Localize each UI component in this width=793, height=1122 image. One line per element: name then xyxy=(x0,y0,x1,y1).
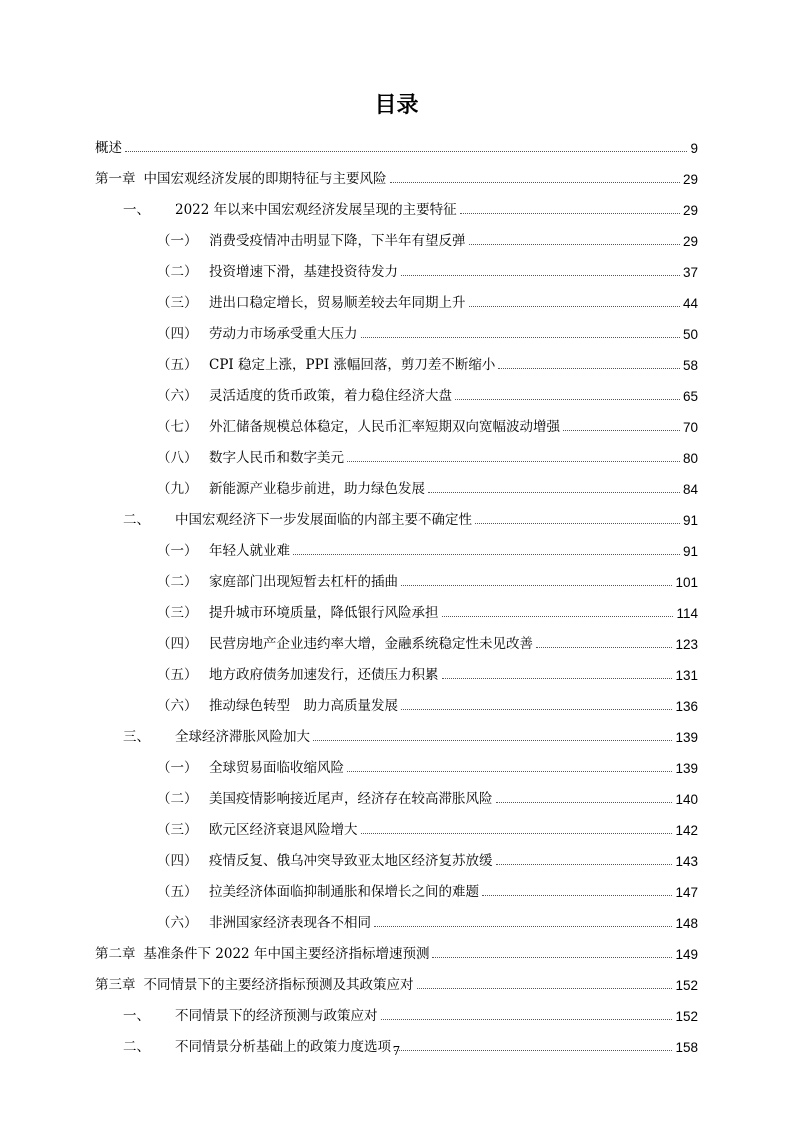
toc-entry[interactable] xyxy=(95,466,698,497)
toc-entry-text: 中国宏观经济发展的即期特征与主要风险 xyxy=(143,171,387,187)
toc-entry[interactable] xyxy=(95,342,698,373)
toc-entry[interactable] xyxy=(95,559,698,590)
toc-entry[interactable] xyxy=(95,621,698,652)
toc-entry-text: 2022 年以来中国宏观经济发展呈现的主要特征 xyxy=(175,202,457,218)
dot-leader xyxy=(563,430,680,431)
toc-entry[interactable] xyxy=(95,590,698,621)
toc-entry-page: 37 xyxy=(682,265,698,280)
toc-entry[interactable] xyxy=(95,962,698,993)
toc-entry-text: 进出口稳定增长，贸易顺差较去年同期上升 xyxy=(209,295,466,311)
toc-entry[interactable] xyxy=(95,993,698,1024)
dot-leader xyxy=(361,337,680,338)
toc-entry-text: 消费受疫情冲击明显下降，下半年有望反弹 xyxy=(209,233,466,249)
toc-entry-text: 不同情景下的经济预测与政策应对 xyxy=(175,1008,378,1024)
dot-leader xyxy=(390,182,680,183)
dot-leader xyxy=(347,771,672,772)
toc-entry-page: 139 xyxy=(675,761,698,776)
dot-leader xyxy=(442,616,674,617)
toc-entry-number: （一） xyxy=(157,543,198,559)
toc-entry-number: （八） xyxy=(157,450,198,466)
toc-entry-text: 新能源产业稳步前进，助力绿色发展 xyxy=(209,481,425,497)
toc-entry-text: 数字人民币和数字美元 xyxy=(209,450,344,466)
toc-entry-text: 灵活适度的货币政策，着力稳住经济大盘 xyxy=(209,388,452,404)
dot-leader xyxy=(381,1019,673,1020)
toc-entry-page: 131 xyxy=(675,668,698,683)
toc-entry-number: （六） xyxy=(157,915,198,931)
toc-entry-page: 143 xyxy=(675,854,698,869)
toc-entry-number: （九） xyxy=(157,481,198,497)
toc-entry-number: 二、 xyxy=(123,512,150,528)
toc-entry-number: （五） xyxy=(157,884,198,900)
dot-leader xyxy=(482,895,672,896)
toc-entry-text: 提升城市环境质量，降低银行风险承担 xyxy=(209,605,439,621)
toc-entry[interactable] xyxy=(95,435,698,466)
toc-entry[interactable] xyxy=(95,280,698,311)
dot-leader xyxy=(313,740,672,741)
toc-entry[interactable] xyxy=(95,528,698,559)
dot-leader xyxy=(498,368,680,369)
toc-entry-number: （七） xyxy=(157,419,198,435)
toc-entry-number: 二、 xyxy=(123,1039,150,1055)
toc-entry[interactable] xyxy=(95,745,698,776)
toc-entry-text: 概述 xyxy=(95,140,122,156)
dot-leader xyxy=(460,213,680,214)
dot-leader xyxy=(432,957,672,958)
toc-entry-text: 不同情景分析基础上的政策力度选项 xyxy=(175,1039,391,1055)
toc-entry[interactable] xyxy=(95,404,698,435)
toc-entry-page: 84 xyxy=(682,482,698,497)
toc-entry-number: （三） xyxy=(157,605,198,621)
dot-leader xyxy=(417,988,673,989)
toc-entry-text: 全球贸易面临收缩风险 xyxy=(209,760,344,776)
toc-entry-page: 44 xyxy=(682,296,698,311)
toc-entry-page: 136 xyxy=(675,699,698,714)
toc-entry-text: 拉美经济体面临抑制通胀和保增长之间的难题 xyxy=(209,884,479,900)
table-of-contents xyxy=(95,125,698,1055)
toc-entry-text: 民营房地产企业违约率大增，金融系统稳定性未见改善 xyxy=(209,636,533,652)
toc-entry[interactable] xyxy=(95,218,698,249)
toc-entry-page: 149 xyxy=(675,947,698,962)
dot-leader xyxy=(401,585,672,586)
toc-entry-text: 地方政府债务加速发行，还债压力积累 xyxy=(209,667,439,683)
toc-entry[interactable] xyxy=(95,807,698,838)
toc-entry[interactable] xyxy=(95,311,698,342)
toc-entry-text: 不同情景下的主要经济指标预测及其政策应对 xyxy=(143,977,414,993)
dot-leader xyxy=(496,864,673,865)
toc-entry-page: 91 xyxy=(682,544,698,559)
toc-entry-text: 中国宏观经济下一步发展面临的内部主要不确定性 xyxy=(175,512,472,528)
toc-entry-number: （二） xyxy=(157,791,198,807)
toc-entry[interactable] xyxy=(95,838,698,869)
dot-leader xyxy=(469,244,680,245)
dot-leader xyxy=(347,461,680,462)
toc-entry-text: 推动绿色转型 助力高质量发展 xyxy=(209,698,398,714)
toc-entry-page: 50 xyxy=(682,327,698,342)
toc-entry-page: 80 xyxy=(682,451,698,466)
toc-entry-page: 29 xyxy=(682,234,698,249)
dot-leader xyxy=(401,275,680,276)
toc-entry-page: 140 xyxy=(675,792,698,807)
toc-entry-number: （一） xyxy=(157,233,198,249)
dot-leader xyxy=(374,926,672,927)
toc-entry-text: 美国疫情影响接近尾声，经济存在较高滞胀风险 xyxy=(209,791,493,807)
toc-title: 目录 xyxy=(374,93,419,118)
toc-entry-number: （二） xyxy=(157,264,198,280)
page-number: 7 xyxy=(392,1044,401,1058)
dot-leader xyxy=(455,399,680,400)
toc-entry-text: 欧元区经济衰退风险增大 xyxy=(209,822,358,838)
toc-entry-text: 非洲国家经济表现各不相同 xyxy=(209,915,371,931)
toc-entry-text: 基准条件下 2022 年中国主要经济指标增速预测 xyxy=(143,946,430,962)
toc-entry-page: 158 xyxy=(675,1040,698,1055)
dot-leader xyxy=(428,492,680,493)
toc-entry-text: 外汇储备规模总体稳定，人民币汇率短期双向宽幅波动增强 xyxy=(209,419,560,435)
toc-entry-number: （五） xyxy=(157,667,198,683)
toc-entry-text: 全球经济滞胀风险加大 xyxy=(175,729,310,745)
toc-entry-page: 147 xyxy=(675,885,698,900)
dot-leader xyxy=(496,802,673,803)
toc-entry[interactable] xyxy=(95,683,698,714)
toc-entry-text: 年轻人就业难 xyxy=(209,543,290,559)
toc-entry-text: 劳动力市场承受重大压力 xyxy=(209,326,358,342)
dot-leader xyxy=(293,554,680,555)
dot-leader xyxy=(536,647,672,648)
toc-entry[interactable] xyxy=(95,497,698,528)
toc-entry-text: 家庭部门出现短暂去杠杆的插曲 xyxy=(209,574,398,590)
toc-entry-page: 58 xyxy=(682,358,698,373)
toc-entry[interactable] xyxy=(95,714,698,745)
toc-entry-page: 152 xyxy=(675,978,698,993)
toc-entry[interactable] xyxy=(95,776,698,807)
toc-entry[interactable] xyxy=(95,900,698,931)
toc-entry-number: 第三章 xyxy=(95,977,136,993)
toc-entry[interactable] xyxy=(95,869,698,900)
toc-entry-number: （六） xyxy=(157,698,198,714)
toc-entry-page: 114 xyxy=(676,606,698,621)
dot-leader xyxy=(361,833,673,834)
dot-leader xyxy=(469,306,680,307)
toc-entry-page: 70 xyxy=(682,420,698,435)
toc-entry-number: （一） xyxy=(157,760,198,776)
toc-entry-page: 148 xyxy=(675,916,698,931)
toc-entry-number: （五） xyxy=(157,357,198,373)
toc-entry-page: 123 xyxy=(675,637,698,652)
toc-entry-number: 三、 xyxy=(123,729,150,745)
toc-entry-number: （六） xyxy=(157,388,198,404)
toc-entry[interactable] xyxy=(95,373,698,404)
toc-entry-page: 29 xyxy=(682,172,698,187)
toc-entry[interactable] xyxy=(95,125,698,156)
toc-entry[interactable] xyxy=(95,249,698,280)
toc-entry-page: 142 xyxy=(675,823,698,838)
toc-entry-text: 疫情反复、俄乌冲突导致亚太地区经济复苏放缓 xyxy=(209,853,493,869)
toc-entry-number: （四） xyxy=(157,326,198,342)
toc-entry[interactable] xyxy=(95,652,698,683)
toc-entry-page: 91 xyxy=(682,513,698,528)
toc-entry-page: 29 xyxy=(682,203,698,218)
toc-entry-number: 第一章 xyxy=(95,171,136,187)
toc-entry-page: 101 xyxy=(675,575,698,590)
toc-entry-number: （四） xyxy=(157,853,198,869)
toc-entry[interactable] xyxy=(95,156,698,187)
dot-leader xyxy=(401,709,672,710)
dot-leader xyxy=(475,523,680,524)
dot-leader xyxy=(125,151,687,152)
toc-entry-text: 投资增速下滑，基建投资待发力 xyxy=(209,264,398,280)
toc-entry-page: 9 xyxy=(690,141,698,156)
toc-entry-text: CPI 稳定上涨，PPI 涨幅回落，剪刀差不断缩小 xyxy=(209,357,496,373)
toc-entry-number: （四） xyxy=(157,636,198,652)
toc-entry-number: （三） xyxy=(157,295,198,311)
toc-entry-number: （二） xyxy=(157,574,198,590)
toc-entry-page: 139 xyxy=(675,730,698,745)
toc-entry-page: 152 xyxy=(675,1009,698,1024)
toc-entry-number: 一、 xyxy=(123,202,150,218)
toc-entry-number: 第二章 xyxy=(95,946,136,962)
toc-entry-number: （三） xyxy=(157,822,198,838)
toc-entry-number: 一、 xyxy=(123,1008,150,1024)
dot-leader xyxy=(442,678,673,679)
toc-entry-page: 65 xyxy=(682,389,698,404)
toc-entry[interactable] xyxy=(95,931,698,962)
toc-entry[interactable] xyxy=(95,187,698,218)
